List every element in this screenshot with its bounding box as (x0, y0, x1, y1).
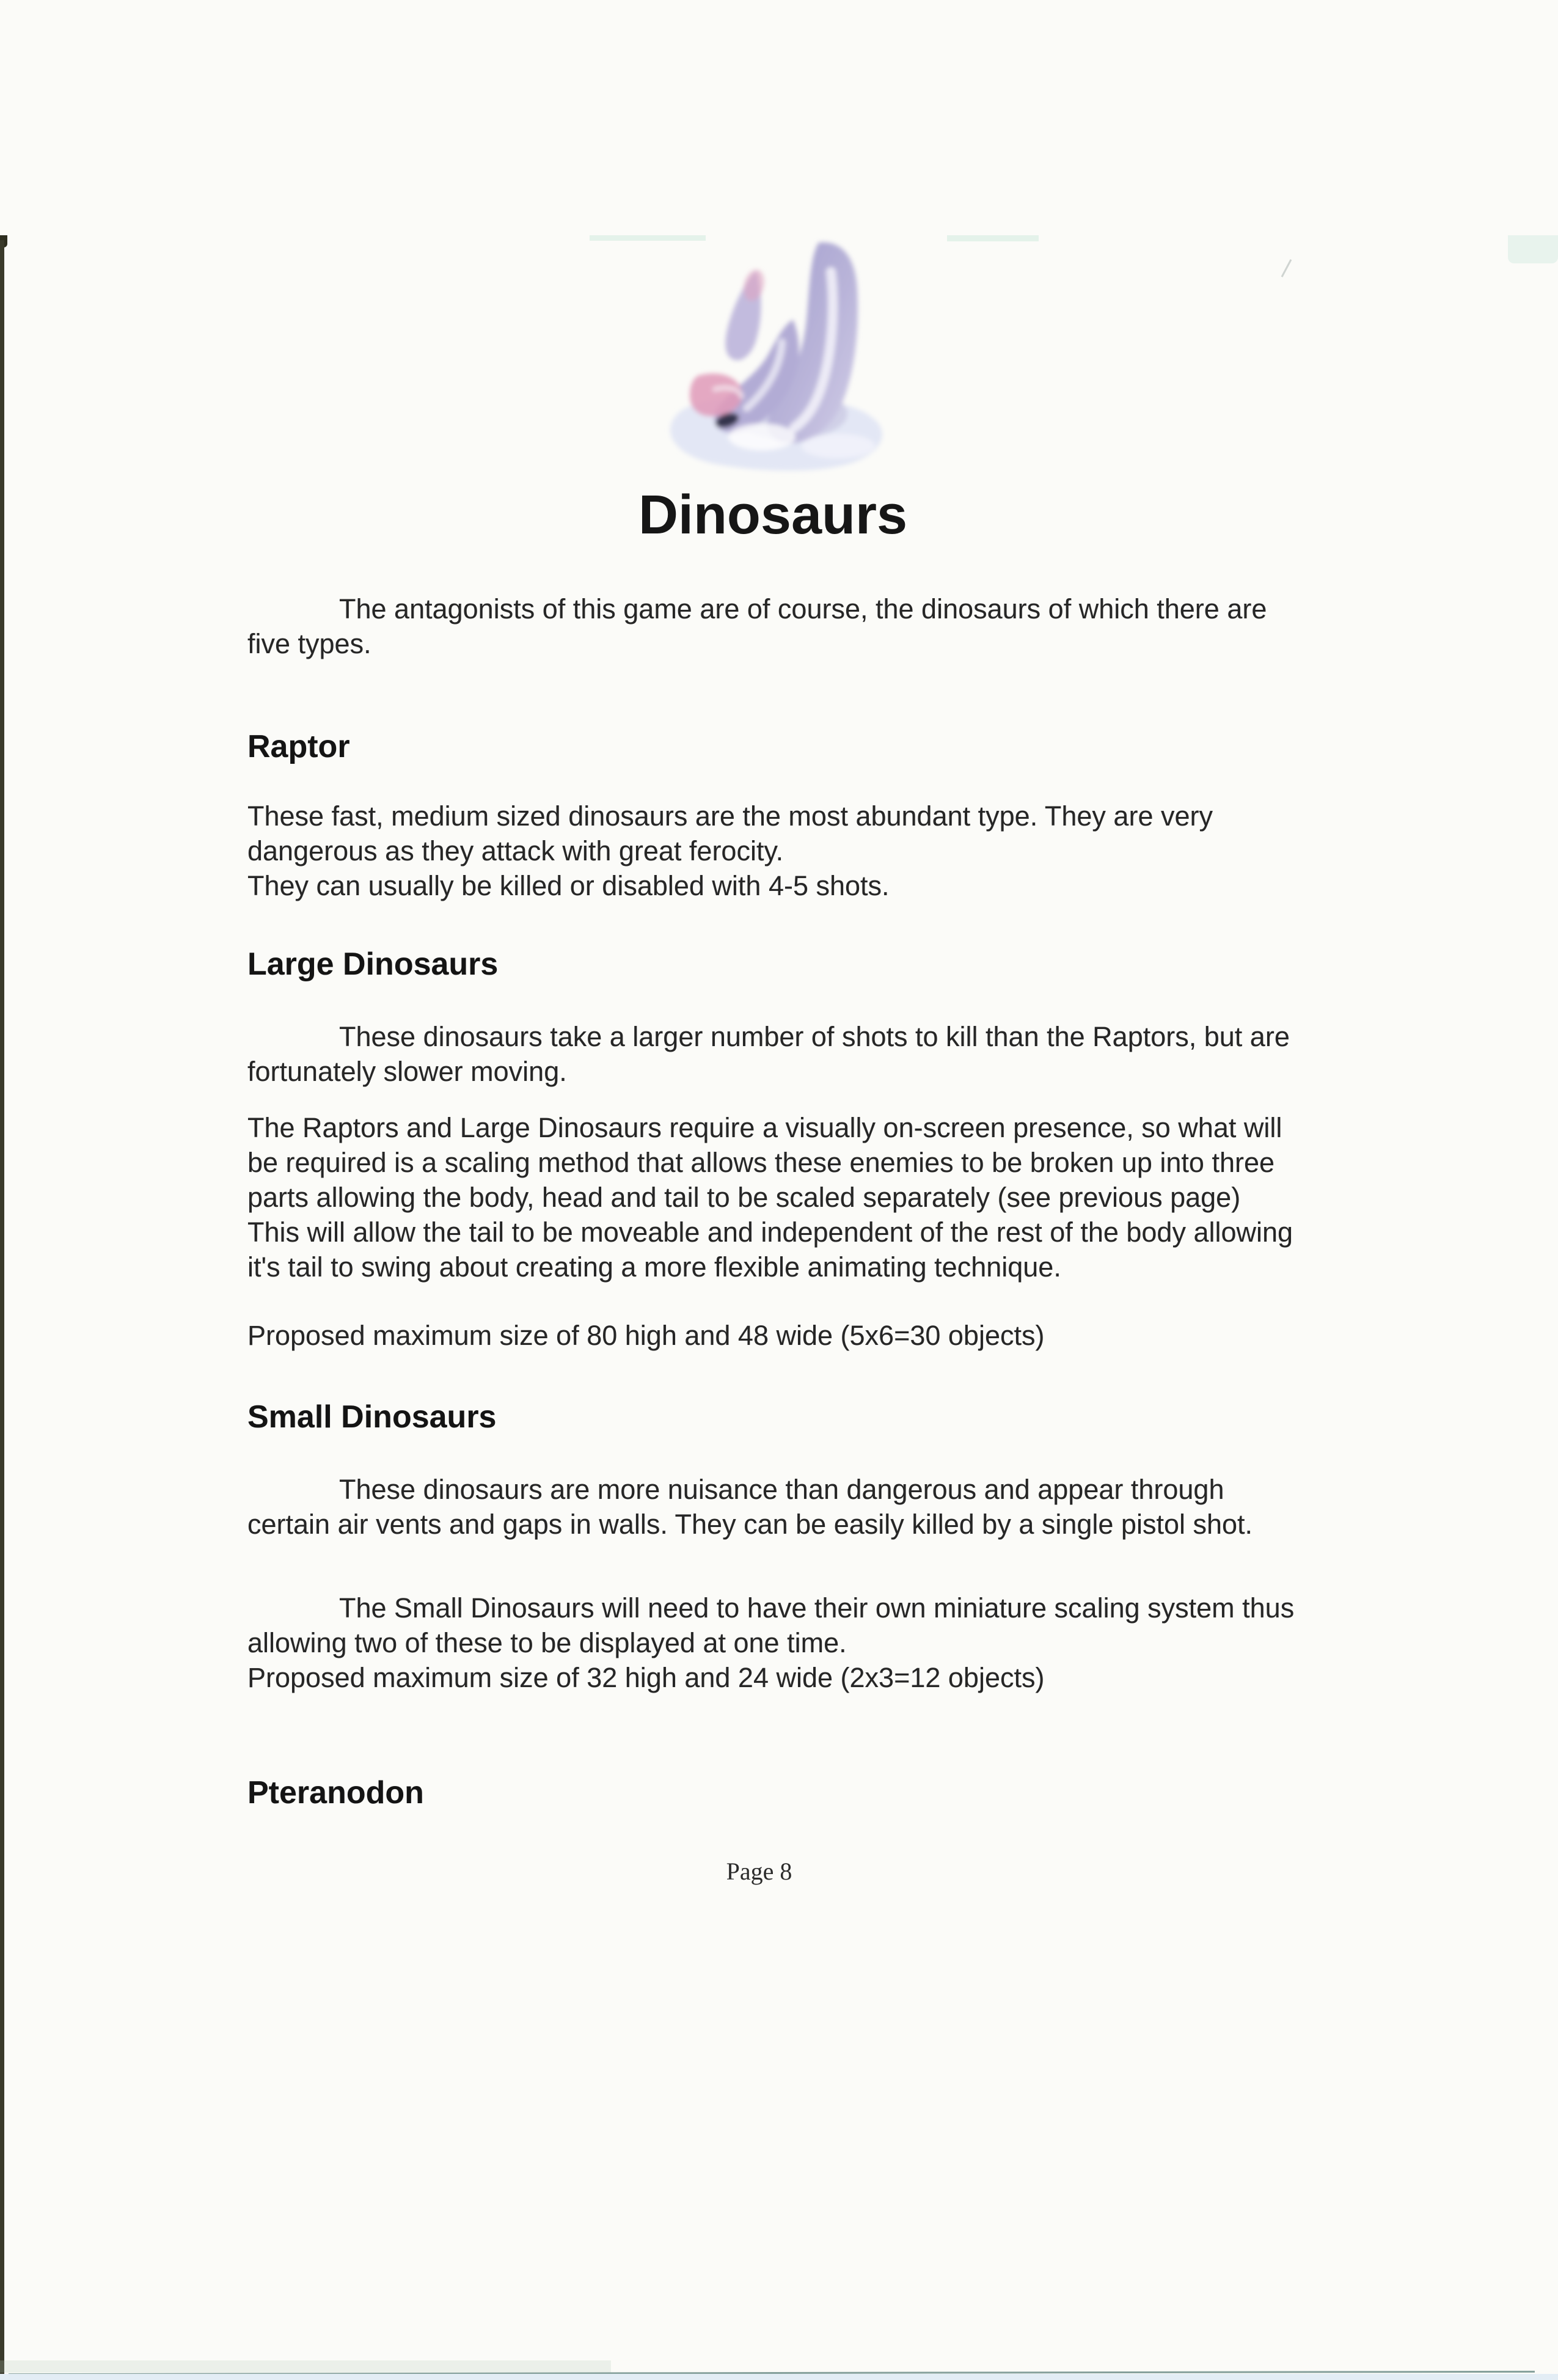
document-body (0, 591, 1558, 1886)
paragraph-small-proposed-size: Proposed maximum size of 32 high and 24 wide (2x3=12 objects) (247, 1662, 1045, 1693)
section-heading-pteranodon: Pteranodon (247, 1775, 424, 1811)
paragraph-large-1: These dinosaurs take a larger number of shots to kill than the Raptors, but are fortunately slower moving. (247, 1021, 1290, 1087)
paragraph-small-1: These dinosaurs are more nuisance than dangerous and appear through certain air vents and gaps in walls. They can be easily killed by a single pistol shot. (247, 1474, 1253, 1540)
scan-tint-top-2 (947, 235, 1039, 241)
header-art-block (0, 235, 1558, 546)
paragraph-small-2: The Small Dinosaurs will need to have their own miniature scaling system thus allowing two of these to be displayed at one time. (247, 1592, 1295, 1658)
paragraph-raptor-1: These fast, medium sized dinosaurs are the most abundant type. They are very dangerous as they attack with great ferocity. (247, 800, 1213, 866)
scan-tint-top-right-corner (1508, 235, 1558, 263)
section-heading-large-dinosaurs: Large Dinosaurs (247, 947, 499, 982)
paragraph-large-2: The Raptors and Large Dinosaurs require a visually on-screen presence, so what will be required is a scaling method that allows these enemies to be broken up into three parts allowing the body, head and tail to be scaled separately (see previous page) This will allow the tail to be moveable and independent of the rest of the body allowing it's tail to swing about creating a more flexible animating technique. (247, 1112, 1293, 1283)
scan-edge-artifact-left (0, 240, 4, 2380)
paragraph-raptor-2: They can usually be killed or disabled with 4-5 shots. (247, 870, 890, 901)
page-footer: Page 8 (726, 1858, 792, 1885)
scan-bottom-haze (0, 2360, 611, 2373)
scan-bottom-tint (0, 2374, 1558, 2380)
section-heading-small-dinosaurs: Small Dinosaurs (247, 1399, 497, 1435)
dinosaur-claw-illustration (637, 235, 899, 480)
intro-paragraph: The antagonists of this game are of course, the dinosaurs of which there are five types. (247, 593, 1267, 659)
paragraph-large-proposed-size: Proposed maximum size of 80 high and 48 wide (5x6=30 objects) (247, 1320, 1045, 1351)
page-title: Dinosaurs (638, 485, 908, 546)
section-heading-raptor: Raptor (247, 729, 350, 764)
